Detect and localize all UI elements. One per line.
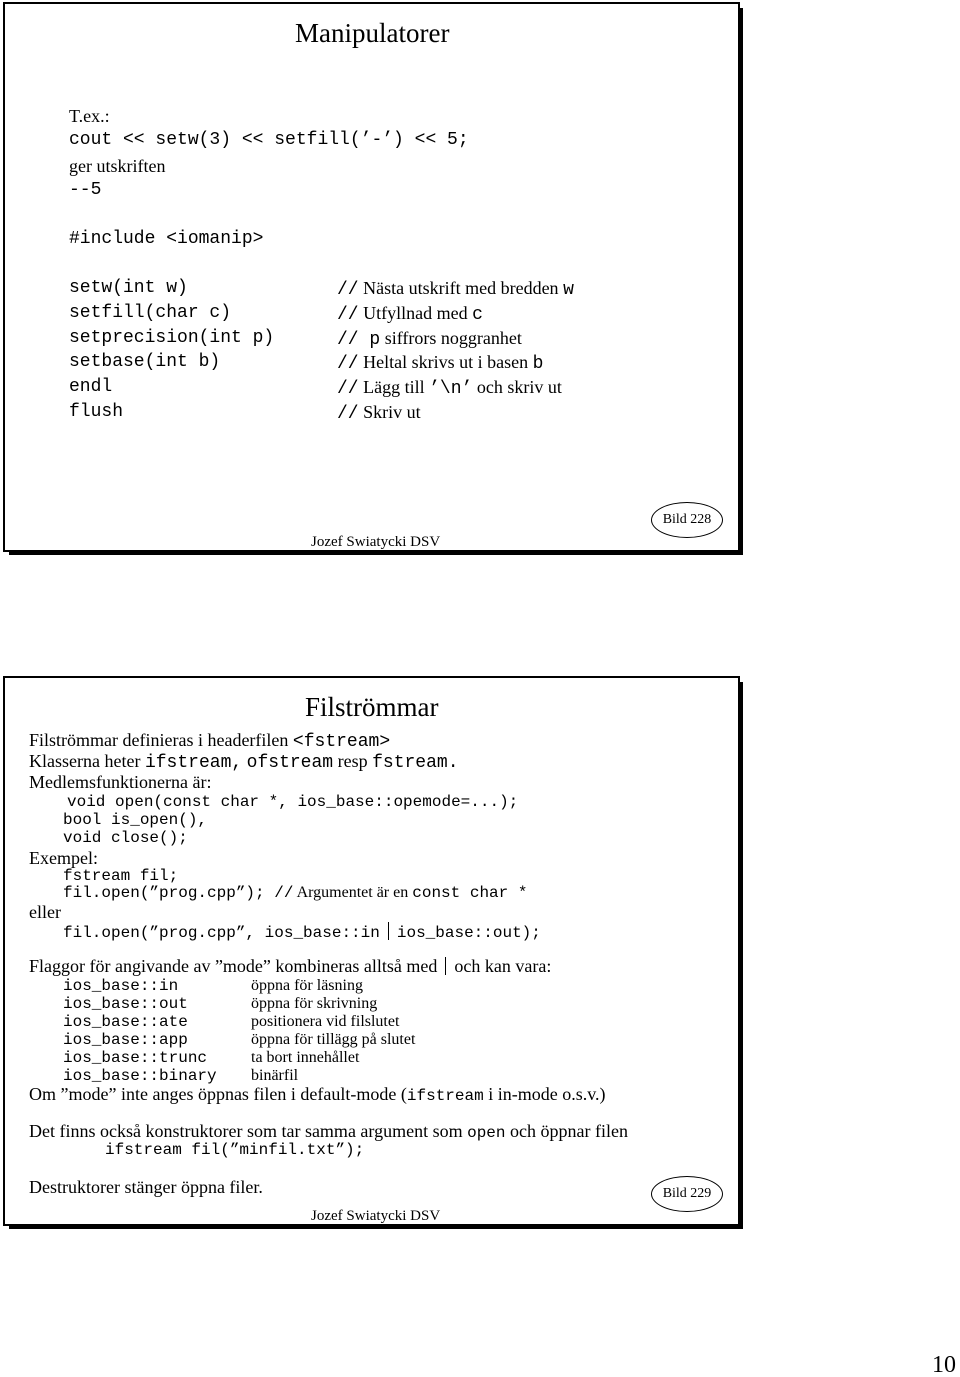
slide-number-badge: Bild 228: [651, 502, 723, 538]
manipulator-code: setprecision(int p): [69, 328, 275, 348]
example-code: cout << setw(3) << setfill(’-’) << 5;: [69, 130, 469, 150]
manipulator-code: flush: [69, 402, 124, 422]
page-number: 10: [932, 1352, 956, 1377]
pipe-symbol: [445, 957, 446, 975]
example-label: T.ex.:: [69, 106, 110, 126]
flag-desc: öppna för skrivning: [251, 995, 378, 1012]
slide-number-badge: Bild 229: [651, 1176, 723, 1212]
destructor-line: Destruktorer stänger öppna filer.: [29, 1177, 263, 1197]
line-members-label: Medlemsfunktionerna är:: [29, 772, 212, 792]
manipulator-comment: // p siffrors noggranhet: [337, 328, 522, 350]
flag-desc: ta bort innehållet: [251, 1049, 360, 1066]
flag-code: ios_base::app: [63, 1031, 188, 1049]
member-open: void open(const char *, ios_base::opemode=...);: [67, 793, 519, 811]
eller-label: eller: [29, 902, 61, 922]
example-line-3: fil.open(”prog.cpp”, ios_base::in ios_base::out);: [63, 924, 541, 942]
slide-footer: Jozef Swiatycki DSV: [311, 1208, 441, 1224]
flag-desc: positionera vid filslutet: [251, 1013, 400, 1030]
manipulator-code: endl: [69, 377, 113, 397]
flags-intro: Flaggor för angivande av ”mode” kombineras alltså med och kan vara:: [29, 956, 552, 976]
slide-228: [3, 2, 740, 552]
flag-code: ios_base::binary: [63, 1067, 217, 1085]
flag-code: ios_base::in: [63, 977, 179, 995]
flag-desc: öppna för tillägg på slutet: [251, 1031, 416, 1048]
member-is-open: bool is_open(),: [63, 811, 208, 829]
manipulator-comment: // Heltal skrivs ut i basen b: [337, 352, 544, 374]
flag-code: ios_base::ate: [63, 1013, 188, 1031]
constructor-example: ifstream fil(”minfil.txt”);: [105, 1141, 365, 1159]
example-label: Exempel:: [29, 848, 98, 868]
flag-code: ios_base::trunc: [63, 1049, 208, 1067]
slide-229: [3, 676, 740, 1226]
example-line-1: fstream fil;: [63, 867, 179, 885]
flag-code: ios_base::out: [63, 995, 188, 1013]
flag-desc: öppna för läsning: [251, 977, 363, 994]
manipulator-comment: // Nästa utskrift med bredden w: [337, 278, 574, 300]
constructor-line: Det finns också konstruktorer som tar samma argument som open och öppnar filen: [29, 1121, 628, 1142]
output-label: ger utskriften: [69, 156, 166, 176]
pipe-symbol: [388, 922, 389, 940]
line-headerfile: Filströmmar definieras i headerfilen <fstream>: [29, 730, 391, 752]
slide-footer: Jozef Swiatycki DSV: [311, 534, 441, 550]
manipulator-code: setw(int w): [69, 278, 188, 298]
default-mode-line: Om ”mode” inte anges öppnas filen i default-mode (ifstream i in-mode o.s.v.): [29, 1084, 606, 1105]
flag-desc: binärfil: [251, 1067, 299, 1084]
line-classes: Klasserna heter ifstream, ofstream resp fstream.: [29, 751, 459, 773]
slide-title: Manipulatorer: [295, 18, 450, 48]
include-line: #include <iomanip>: [69, 229, 264, 249]
manipulator-code: setfill(char c): [69, 303, 232, 323]
output-value: --5: [69, 180, 102, 200]
manipulator-code: setbase(int b): [69, 352, 221, 372]
slide-title: Filströmmar: [305, 692, 439, 722]
manipulator-comment: // Lägg till ’\n’ och skriv ut: [337, 377, 562, 399]
manipulator-comment: // Utfyllnad med c: [337, 303, 483, 325]
manipulator-comment: // Skriv ut: [337, 402, 421, 424]
example-line-2: fil.open(”prog.cpp”); // Argumentet är en const char *: [63, 884, 528, 902]
member-close: void close();: [63, 829, 188, 847]
